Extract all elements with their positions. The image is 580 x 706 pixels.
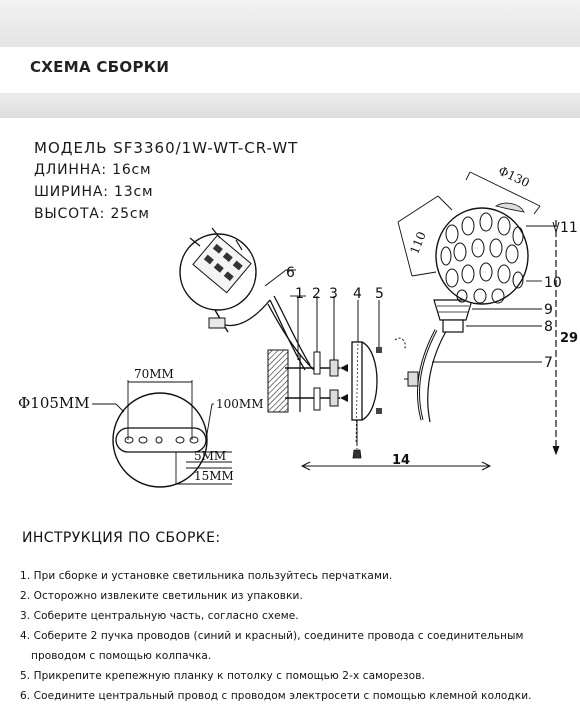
instruction-step-3 [20, 606, 580, 626]
mount-diameter-label: Φ105MM [18, 394, 90, 412]
model-length: ДЛИННА: 16см [34, 162, 152, 178]
page-title: СХЕМА СБОРКИ [30, 58, 170, 76]
callout-11: 11 [560, 220, 578, 236]
lamp-arm [395, 328, 448, 422]
model-height: ВЫСОТА: 25см [34, 206, 150, 222]
model-width: ШИРИНА: 13см [34, 184, 154, 200]
instruction-step-5 [20, 666, 580, 686]
wall-section [268, 350, 288, 412]
wire-connector-detail [180, 228, 270, 332]
callout-5: 5 [375, 286, 384, 302]
canopy-plate [352, 300, 377, 458]
callouts [286, 220, 578, 371]
callout-3: 3 [329, 286, 338, 302]
slot-5-label: 5MM [194, 449, 227, 463]
instruction-step-2 [20, 586, 580, 606]
callout-6: 6 [286, 265, 295, 281]
step-text-continued: проводом с помощью колпачка. [31, 650, 212, 662]
callout-2: 2 [312, 286, 321, 302]
shade-diameter-label: Φ130 [496, 163, 532, 191]
lamp-holder [434, 300, 472, 332]
callout-10: 10 [544, 275, 562, 291]
instruction-step-1 [20, 566, 580, 586]
height-dimension [526, 220, 559, 454]
glass-shade [436, 203, 528, 304]
instruction-step-6 [20, 686, 580, 706]
instruction-step-4 [20, 626, 580, 666]
instructions-title: ИНСТРУКЦИЯ ПО СБОРКЕ: [22, 530, 221, 546]
step-text: 6. Соедините центральный провод с проводом электросети с помощью клемной колодки. [20, 690, 532, 702]
mounting-hardware [285, 296, 348, 412]
slot-15-label: 15MM [194, 469, 234, 483]
callout-8: 8 [544, 319, 553, 335]
step-text: 5. Прикрепите крепежную планку к потолку с помощью 2-х саморезов. [20, 670, 425, 682]
callout-4: 4 [353, 286, 362, 302]
nut-part-lower [376, 408, 382, 414]
step-text: 2. Осторожно извлеките светильник из упаковки. [20, 590, 303, 602]
plate-length-label: 100MM [216, 397, 264, 411]
step-text: 4. Соберите 2 пучка проводов (синий и красный), соедините провода с соединительным [20, 630, 524, 642]
step-text: 3. Соберите центральную часть, согласно схеме. [20, 610, 299, 622]
model-name: МОДЕЛЬ SF3360/1W-WT-CR-WT [34, 139, 299, 157]
nut-part [376, 347, 382, 353]
instructions-list [20, 566, 580, 706]
step-text: 1. При сборке и установке светильника пользуйтесь перчатками. [20, 570, 393, 582]
callout-7: 7 [544, 355, 553, 371]
shade-height-label: 110 [407, 229, 429, 257]
callout-9: 9 [544, 302, 553, 318]
depth-dimension-label: 14 [392, 453, 411, 468]
callout-1: 1 [295, 286, 304, 302]
hole-spacing-label: 70MM [134, 367, 174, 381]
height-dimension-label: 29 [560, 331, 579, 346]
